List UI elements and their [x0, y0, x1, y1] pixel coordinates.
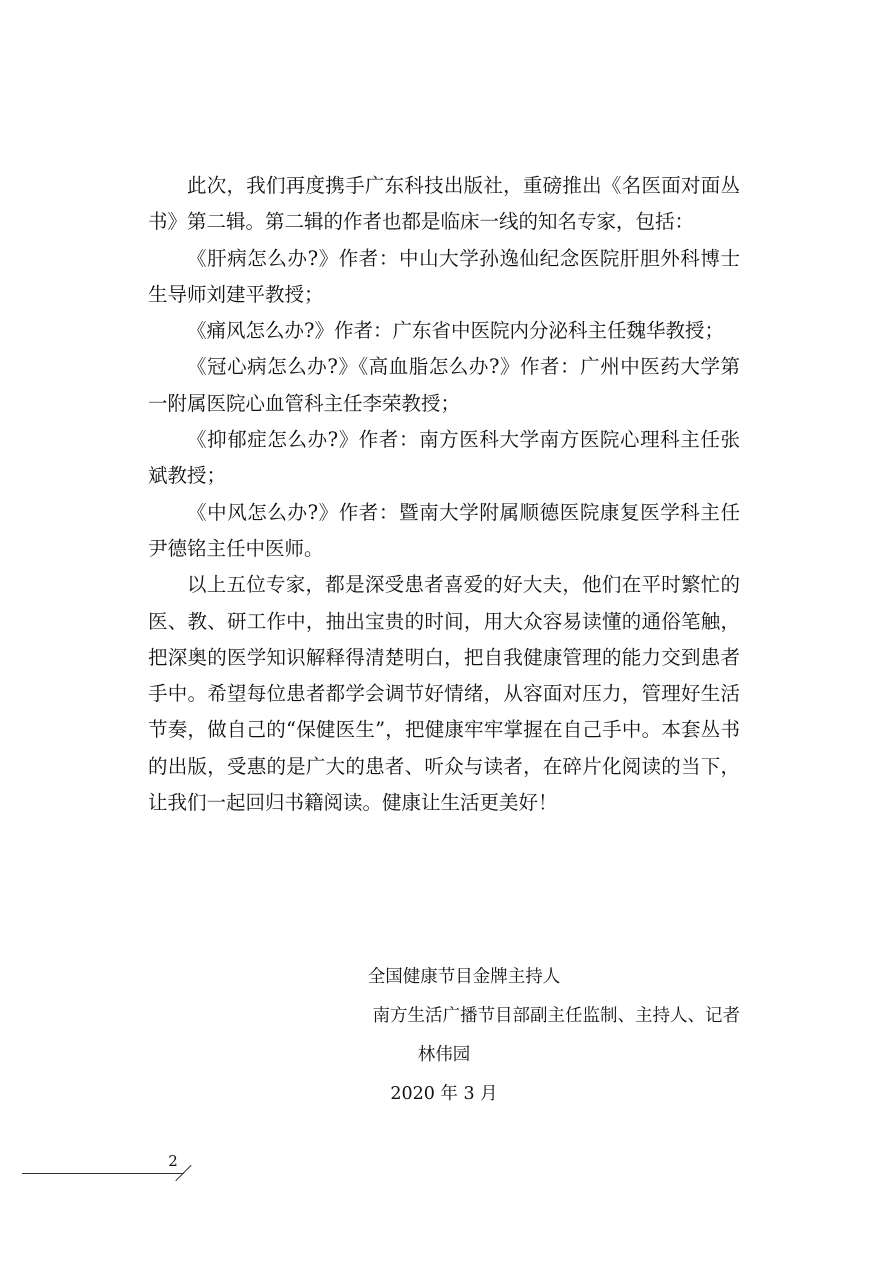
- page-footer: [0, 1148, 889, 1188]
- preface-body: [148, 168, 740, 821]
- footer-rule: [22, 1173, 184, 1174]
- signature-title-2: 南方生活广播节目部副主任监制、主持人、记者: [372, 1006, 740, 1026]
- signature-date: 2020 年 3 月: [390, 1084, 498, 1104]
- book-entry-depression: 《抑郁症怎么办?》作者：南方医科大学南方医院心理科主任张斌教授；: [148, 428, 740, 488]
- page-number: 2: [168, 1152, 178, 1170]
- signature-block: [148, 958, 740, 1114]
- book-entry-liver: 《肝病怎么办?》作者：中山大学孙逸仙纪念医院肝胆外科博士生导师刘建平教授；: [148, 246, 740, 306]
- signature-title-1: 全国健康节目金牌主持人: [367, 967, 561, 987]
- paragraph-closing: 以上五位专家，都是深受患者喜爱的好大夫，他们在平时繁忙的医、教、研工作中，抽出宝贵的时间，用大众容易读懂的通俗笔触，把深奥的医学知识解释得清楚明白，把自我健康管理的能力交到患者手中。希望每位患者都学会调节好情绪，从容面对压力，管理好生活节奏，做自己的“保健医生”，把健康牢牢掌握在自己手中。本套丛书的出版，受惠的是广大的患者、听众与读者，在碎片化阅读的当下，让我们一起回归书籍阅读。健康让生活更美好！: [148, 573, 740, 815]
- signature-name: 林伟园: [417, 1045, 471, 1065]
- book-entry-stroke: 《中风怎么办?》作者：暨南大学附属顺德医院康复医学科主任尹德铭主任中医师。: [148, 500, 740, 560]
- book-entry-gout: 《痛风怎么办?》作者：广东省中医院内分泌科主任魏华教授；: [187, 319, 724, 343]
- paragraph-intro: 此次，我们再度携手广东科技出版社，重磅推出《名医面对面丛书》第二辑。第二辑的作者也都是临床一线的知名专家，包括：: [148, 174, 740, 234]
- book-entry-heart: 《冠心病怎么办?》《高血脂怎么办?》作者：广州中医药大学第一附属医院心血管科主任李荣教授；: [148, 355, 740, 415]
